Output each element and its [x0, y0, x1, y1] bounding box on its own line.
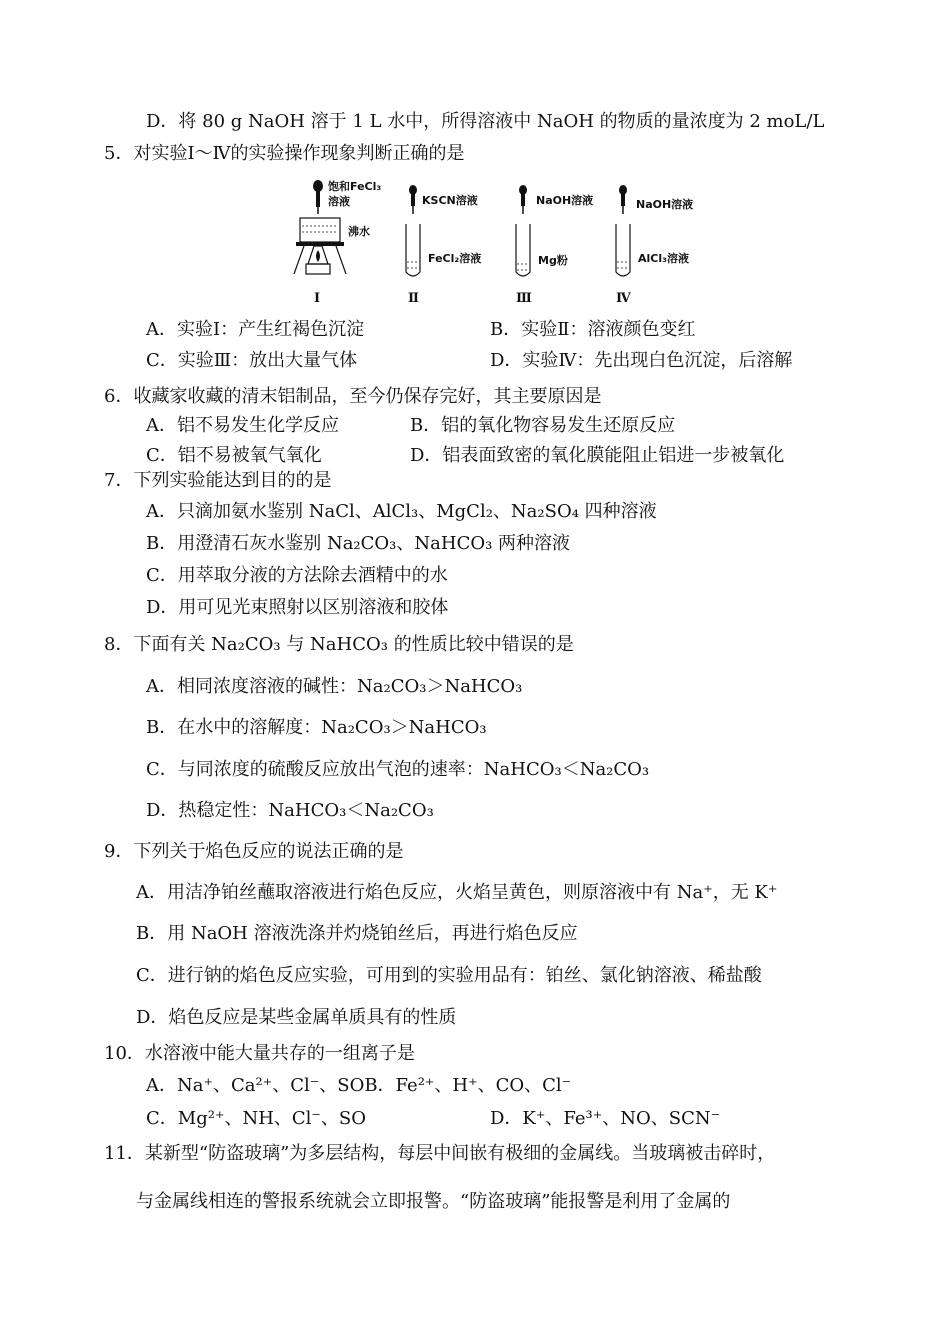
q10-option-c: C．Mg²⁺、NH、Cl⁻、SO: [146, 1108, 367, 1129]
q10-option-a-b: A．Na⁺、Ca²⁺、Cl⁻、SOB．Fe²⁺、H⁺、CO、Cl⁻: [146, 1075, 572, 1096]
q10-stem: 10．水溶液中能大量共存的一组离子是: [104, 1043, 415, 1064]
q8-option-b: B．在水中的溶解度：Na₂CO₃＞NaHCO₃: [146, 717, 487, 738]
exp3-apparatus: [516, 185, 593, 306]
q6-option-b: B．铝的氧化物容易发生还原反应: [410, 415, 676, 436]
q9-option-b: B．用 NaOH 溶液洗涤并灼烧铂丝后，再进行焰色反应: [136, 923, 578, 944]
q8-stem: 8．下面有关 Na₂CO₃ 与 NaHCO₃ 的性质比较中错误的是: [104, 634, 574, 655]
exp2-label: Ⅱ: [408, 291, 419, 306]
q9-option-c: C．进行钠的焰色反应实验，可用到的实验用品有：铂丝、氯化钠溶液、稀盐酸: [136, 965, 762, 986]
q6-option-a: A．铝不易发生化学反应: [146, 415, 339, 436]
q7-option-d: D．用可见光束照射以区别溶液和胶体: [146, 597, 449, 618]
q7-stem: 7．下列实验能达到目的的是: [104, 470, 332, 491]
q9-option-a: A．用洁净铂丝蘸取溶液进行焰色反应，火焰呈黄色，则原溶液中有 Na⁺，无 K⁺: [136, 882, 778, 903]
exp3-reagent-label: NaOH溶液: [536, 194, 594, 207]
q9-stem: 9．下列关于焰色反应的说法正确的是: [104, 841, 404, 862]
q9-option-d: D．焰色反应是某些金属单质具有的性质: [136, 1007, 457, 1028]
q7-option-a: A．只滴加氨水鉴别 NaCl、AlCl₃、MgCl₂、Na₂SO₄ 四种溶液: [146, 501, 657, 522]
q11-stem-line2: 与金属线相连的警报系统就会立即报警。“防盗玻璃”能报警是利用了金属的: [136, 1191, 731, 1212]
q5-stem: 5．对实验Ⅰ～Ⅳ的实验操作现象判断正确的是: [104, 143, 465, 164]
exp3-label: Ⅲ: [516, 291, 532, 306]
q5-option-d: D．实验Ⅳ：先出现白色沉淀，后溶解: [490, 350, 793, 371]
exp4-label: Ⅳ: [616, 291, 631, 306]
q4-option-d: D．将 80 g NaOH 溶于 1 L 水中，所得溶液中 NaOH 的物质的量浓度为 2 moL/L: [146, 111, 825, 132]
q10-option-d: D．K⁺、Fe³⁺、NO、SCN⁻: [490, 1108, 721, 1129]
exp2-reagent-label: KSCN溶液: [422, 194, 478, 207]
exp4-tube-label: AlCl₃溶液: [638, 252, 689, 265]
q5-option-c: C．实验Ⅲ：放出大量气体: [146, 350, 358, 371]
exp2-apparatus: [406, 185, 481, 306]
exp2-tube-label: FeCl₂溶液: [428, 252, 482, 265]
exp1-vessel-label: 沸水: [348, 225, 370, 238]
exp1-reagent-line1: 饱和FeCl₃: [328, 180, 382, 193]
exp4-reagent-label: NaOH溶液: [636, 198, 694, 211]
exp1-label: Ⅰ: [314, 291, 321, 306]
q8-option-d: D．热稳定性：NaHCO₃＜Na₂CO₃: [146, 800, 434, 821]
q6-option-d: D．铝表面致密的氧化膜能阻止铝进一步被氧化: [410, 445, 785, 466]
q5-option-a: A．实验Ⅰ：产生红褐色沉淀: [146, 319, 365, 340]
exp4-apparatus: [616, 185, 693, 306]
exp3-tube-label: Mg粉: [538, 254, 568, 267]
q8-option-c: C．与同浓度的硫酸反应放出气泡的速率：NaHCO₃＜Na₂CO₃: [146, 759, 650, 780]
q8-option-a: A．相同浓度溶液的碱性：Na₂CO₃＞NaHCO₃: [146, 676, 523, 697]
exp1-reagent-line2: 溶液: [328, 195, 350, 208]
q5-option-b: B．实验Ⅱ：溶液颜色变红: [490, 319, 696, 340]
q6-option-c: C．铝不易被氧气氧化: [146, 445, 322, 466]
q6-stem: 6．收藏家收藏的清末铝制品，至今仍保存完好，其主要原因是: [104, 386, 602, 407]
exp1-apparatus: [294, 179, 381, 306]
q11-stem-line1: 11．某新型“防盗玻璃”为多层结构，每层中间嵌有极细的金属线。当玻璃被击碎时，: [104, 1143, 776, 1164]
q7-option-c: C．用萃取分液的方法除去酒精中的水: [146, 565, 448, 586]
q7-option-b: B．用澄清石灰水鉴别 Na₂CO₃、NaHCO₃ 两种溶液: [146, 533, 571, 554]
q5-experiment-figure: [290, 178, 710, 308]
